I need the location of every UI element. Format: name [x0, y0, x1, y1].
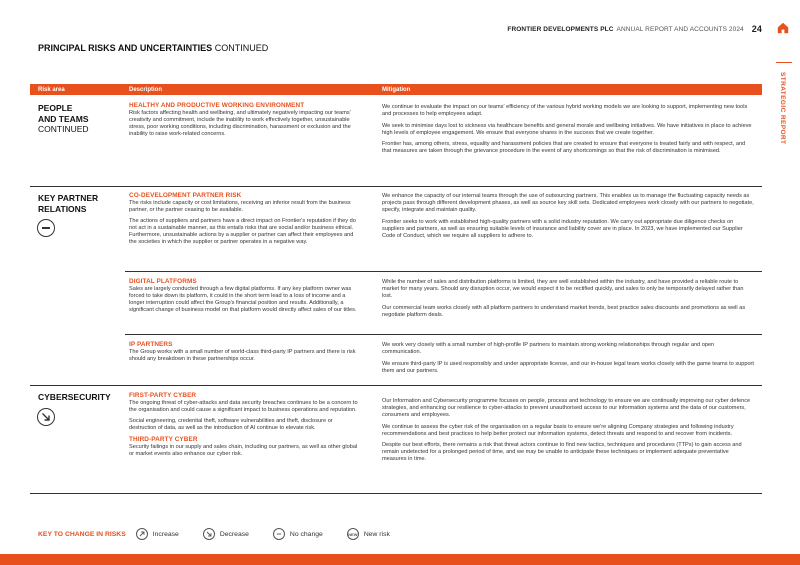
home-icon[interactable] — [777, 22, 789, 34]
report-header — [507, 24, 762, 34]
mitigation-paragraph: We work very closely with a small number of high-profile IP partners to maintain strong working relationships through regular and open communication. — [382, 342, 715, 355]
mitigation-paragraph: We continue to evaluate the impact on our teams' efficiency of the various hybrid working models we are looking to support, implementing new tools and processes to help employees adapt. — [382, 104, 748, 117]
mitigation-paragraph: Our commercial team works closely with all platform partners to understand market trends, best practice sales discounts and promotions as well as negotiate platform deals. — [382, 304, 746, 318]
mitigation-digital-platforms — [382, 279, 754, 323]
risk-area-line: KEY PARTNER — [38, 193, 99, 203]
page-number: 24 — [751, 24, 762, 34]
risk-area-line: PEOPLE — [38, 103, 73, 113]
decrease-icon — [37, 408, 55, 426]
risk-area-line: RELATIONS — [38, 203, 87, 214]
risk-description: Security failings in our supply and sales chain, including our partners, as well as other global or market events also enhance our cyber risk. — [129, 444, 358, 457]
risk-description: The ongoing threat of cyber-attacks and data security breaches continues to be a concern to the organisation and could cause a significant impact to business operations and reputation. — [129, 400, 358, 413]
risk-description: Risk factors affecting health and wellbeing, and ultimately negatively impacting our teams' creativity and commitment, include the inability to work effectively together, unsustainable stress, poor working conditions, including discrimination, harassment or exclusion and the inability to raise work-related concerns. — [129, 110, 351, 137]
risk-healthy-working-environment — [129, 102, 361, 142]
mitigation-paragraph: We continue to assess the cyber risk of the organisation on a regular basis to ensure we're aligning Company strategies and following industry recommendations and best practices to help better protect our information systems, detect threats and respond to and recover from incidents. — [382, 423, 734, 437]
key-item-no-change — [273, 528, 323, 540]
mitigation-cybersecurity — [382, 398, 754, 468]
risk-area-key-partner-relations — [38, 193, 98, 214]
key-item-increase — [136, 528, 179, 540]
risk-title: THIRD-PARTY CYBER — [129, 436, 198, 443]
key-item-new-risk — [347, 528, 390, 540]
key-label: New risk — [363, 530, 390, 538]
risk-description: The risks include capacity or cost limitations, receiving an inferior result from the business partner, or the partner ceasing to be available. — [129, 200, 351, 213]
key-item-decrease — [203, 528, 249, 540]
mitigation-paragraph: While the number of sales and distribution platforms is limited, they are well established within the industry, and have provided a reliable route to market for many years. Should any disruption occur, we would expect it to be rectified quickly, and sales to only be temporarily delayed rather than lost. — [382, 279, 744, 299]
row-divider — [30, 493, 762, 494]
mitigation-paragraph: Despite our best efforts, there remains a risk that threat actors continue to find new tactics, techniques and procedures (TTPs) to gain access and remain undetected for a prolonged period of time, and we may be unable to anticipate these techniques or implement adequate preventative measures in time. — [382, 442, 742, 462]
no-change-icon — [37, 219, 55, 237]
risk-area-line: CYBERSECURITY — [38, 392, 111, 402]
mitigation-paragraph: We ensure third-party IP is used responsibly and under appropriate license, and our in-house legal team works closely with the game teams to support them and our partners. — [382, 360, 754, 374]
row-divider — [125, 271, 762, 272]
key-label: Decrease — [219, 530, 249, 538]
risk-title: IP PARTNERS — [129, 341, 173, 348]
page-title — [38, 43, 268, 53]
mitigation-paragraph: Frontier seeks to work with established high-quality partners with a solid industry reputation. We carry out appropriate due diligence checks on suppliers and partners, as well as ensuring suitable levels of insurance and liability cover are in place. In 2023, we have implemented our Supplier Code of Conduct, which we require all suppliers to adhere to. — [382, 218, 743, 239]
table-header — [30, 84, 762, 95]
section-tab[interactable] — [779, 72, 789, 152]
risk-area-continued: CONTINUED — [38, 124, 89, 134]
column-header-mitigation: Mitigation — [382, 86, 411, 93]
page-title-main: PRINCIPAL RISKS AND UNCERTAINTIES — [38, 43, 213, 53]
risk-area-cybersecurity — [38, 392, 111, 403]
risk-description: The actions of suppliers and partners have a direct impact on Frontier's reputation if they do not act in a sustainable manner, as this entails risks that are social and/or business ethical. Furthermore, unsustainable actions by a supplier or partner can affect their employees and the societies in which the supplier or partner operates in a negative way. — [129, 218, 356, 245]
risk-title: CO-DEVELOPMENT PARTNER RISK — [129, 192, 242, 199]
risk-co-development-partner — [129, 192, 361, 250]
no-change-icon — [273, 528, 285, 540]
risk-area-people-and-teams — [38, 103, 89, 135]
increase-icon — [136, 528, 148, 540]
mitigation-paragraph: Our Information and Cybersecurity programme focuses on people, process and technology to ensure we are continually improving our cyber defence strategies, and enhancing our resilience to cyber-attacks to prevent unauthorised access to our information systems and the data of our customers, consumers and employees. — [382, 398, 751, 418]
mitigation-healthy-working-environment — [382, 104, 754, 160]
mitigation-ip-partners — [382, 342, 754, 379]
key-title: KEY TO CHANGE IN RISKS — [38, 530, 126, 538]
row-divider — [125, 334, 762, 335]
row-divider — [30, 385, 762, 386]
risk-description: Sales are largely conducted through a few digital platforms. If any key platform owner was forced to take down its platform, it could in the short term lead to a loss of income and a longer interruption could affect the Group's financial position and results. Additionally, a significant change of business model on that platform would directly affect sales of our titles. — [129, 286, 357, 313]
risk-description: The Group works with a small number of world-class third-party IP partners and there is risk should any breakdown in these partnerships occur. — [129, 349, 356, 362]
mitigation-paragraph: We seek to minimise days lost to sickness via healthcare benefits and general morale and wellbeing initiatives. We have initiatives in place to achieve high levels of employee engagement. We ensure that everyone shares in the success that we create together. — [382, 122, 752, 136]
new-risk-icon: NEW — [347, 528, 359, 540]
risk-area-line: AND TEAMS — [38, 113, 89, 124]
side-tab-rule — [776, 62, 792, 63]
risk-description: Social engineering, credential theft, software vulnerabilities and theft, disclosure or destruction of data, as well as the introduction of AI continue to elevate risk. — [129, 418, 333, 431]
decrease-icon — [203, 528, 215, 540]
column-header-risk-area: Risk area — [38, 86, 65, 93]
company-name: FRONTIER DEVELOPMENTS PLC — [507, 25, 614, 33]
section-tab-label: STRATEGIC REPORT — [779, 72, 786, 145]
page-title-suffix: CONTINUED — [214, 43, 269, 53]
risk-ip-partners — [129, 341, 361, 367]
mitigation-paragraph: We enhance the capacity of our internal teams through the use of outsourcing partners. This enables us to manage the fluctuating capacity needs as projects pass through different development phases, as well as source key skill sets. Dedicated employees work closely with our partners to negotiate, specify, integrate and maintain quality. — [382, 193, 754, 213]
column-header-description: Description — [129, 86, 163, 93]
risk-title: DIGITAL PLATFORMS — [129, 278, 197, 285]
key-label: No change — [289, 530, 323, 538]
risk-change-key — [38, 528, 414, 540]
mitigation-co-development-partner — [382, 193, 754, 244]
report-name: ANNUAL REPORT AND ACCOUNTS 2024 — [616, 25, 744, 33]
key-label: Increase — [152, 530, 179, 538]
risk-digital-platforms — [129, 278, 361, 318]
row-divider — [30, 186, 762, 187]
risk-title: HEALTHY AND PRODUCTIVE WORKING ENVIRONMENT — [129, 102, 305, 109]
mitigation-paragraph: Frontier has, among others, stress, equality and harassment policies that are created to ensure that everyone is treated fairly and with respect, and that measures are taken through the grievance procedure in the event of any shortcomings so that the risk of discrimination is minimised. — [382, 141, 746, 154]
risk-first-party-cyber — [129, 392, 361, 462]
footer-bar — [0, 554, 800, 565]
risk-title: FIRST-PARTY CYBER — [129, 392, 197, 399]
